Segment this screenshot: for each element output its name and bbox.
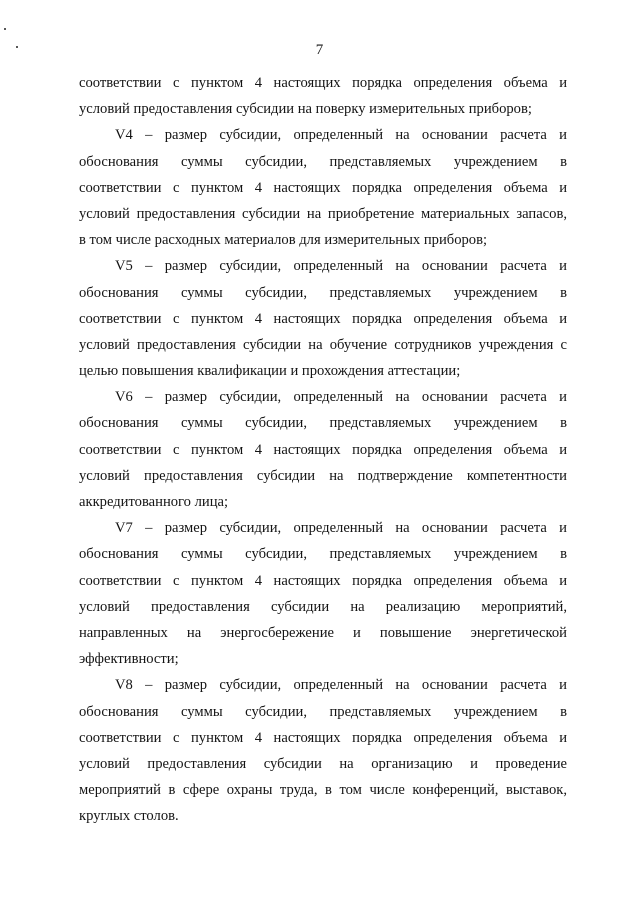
text-line: обоснования суммы субсидии, представляемых учреждением в bbox=[79, 546, 567, 563]
scan-speck bbox=[4, 28, 6, 30]
text-line: обоснования суммы субсидии, представляемых учреждением в bbox=[79, 703, 567, 720]
text-line: соответствии с пунктом 4 настоящих порядка определения объема и bbox=[79, 441, 567, 458]
text-line: условий предоставления субсидии на приобретение материальных запасов, bbox=[79, 205, 567, 222]
text-line: в том числе расходных материалов для измерительных приборов; bbox=[79, 232, 488, 249]
document-body bbox=[79, 70, 567, 829]
paragraph-first-line: V8 – размер субсидии, определенный на основании расчета и bbox=[115, 677, 567, 694]
text-line: эффективности; bbox=[79, 651, 179, 668]
text-line: соответствии с пунктом 4 настоящих порядка определения объема и bbox=[79, 75, 567, 91]
text-line: условий предоставления субсидии на обучение сотрудников учреждения с bbox=[79, 336, 567, 353]
text-line: условий предоставления субсидии на поверку измерительных приборов; bbox=[79, 101, 532, 118]
text-line: соответствии с пунктом 4 настоящих порядка определения объема и bbox=[79, 572, 567, 589]
text-line: условий предоставления субсидии на подтверждение компетентности bbox=[79, 467, 567, 484]
paragraph-first-line: V6 – размер субсидии, определенный на основании расчета и bbox=[115, 389, 567, 406]
text-line: соответствии с пунктом 4 настоящих порядка определения объема и bbox=[79, 729, 567, 746]
paragraph-first-line: V4 – размер субсидии, определенный на основании расчета и bbox=[115, 127, 567, 144]
text-line: условий предоставления субсидии на организацию и проведение bbox=[79, 755, 567, 772]
text-line: обоснования суммы субсидии, представляемых учреждением в bbox=[79, 415, 567, 432]
text-line: условий предоставления субсидии на реализацию мероприятий, bbox=[79, 598, 567, 615]
text-line: аккредитованного лица; bbox=[79, 494, 229, 510]
page-number: 7 bbox=[315, 42, 324, 58]
paragraph-first-line: V5 – размер субсидии, определенный на основании расчета и bbox=[115, 258, 567, 275]
text-line: обоснования суммы субсидии, представляемых учреждением в bbox=[79, 153, 567, 170]
text-line: круглых столов. bbox=[79, 808, 179, 825]
text-line: мероприятий в сфере охраны труда, в том числе конференций, выставок, bbox=[79, 782, 567, 799]
text-line: направленных на энергосбережение и повышение энергетической bbox=[79, 624, 567, 641]
text-line: соответствии с пунктом 4 настоящих порядка определения объема и bbox=[79, 179, 567, 196]
text-line: обоснования суммы субсидии, представляемых учреждением в bbox=[79, 284, 567, 301]
paragraph-first-line: V7 – размер субсидии, определенный на основании расчета и bbox=[115, 520, 567, 537]
text-line: соответствии с пунктом 4 настоящих порядка определения объема и bbox=[79, 310, 567, 327]
text-line: целью повышения квалификации и прохождения аттестации; bbox=[79, 363, 461, 380]
